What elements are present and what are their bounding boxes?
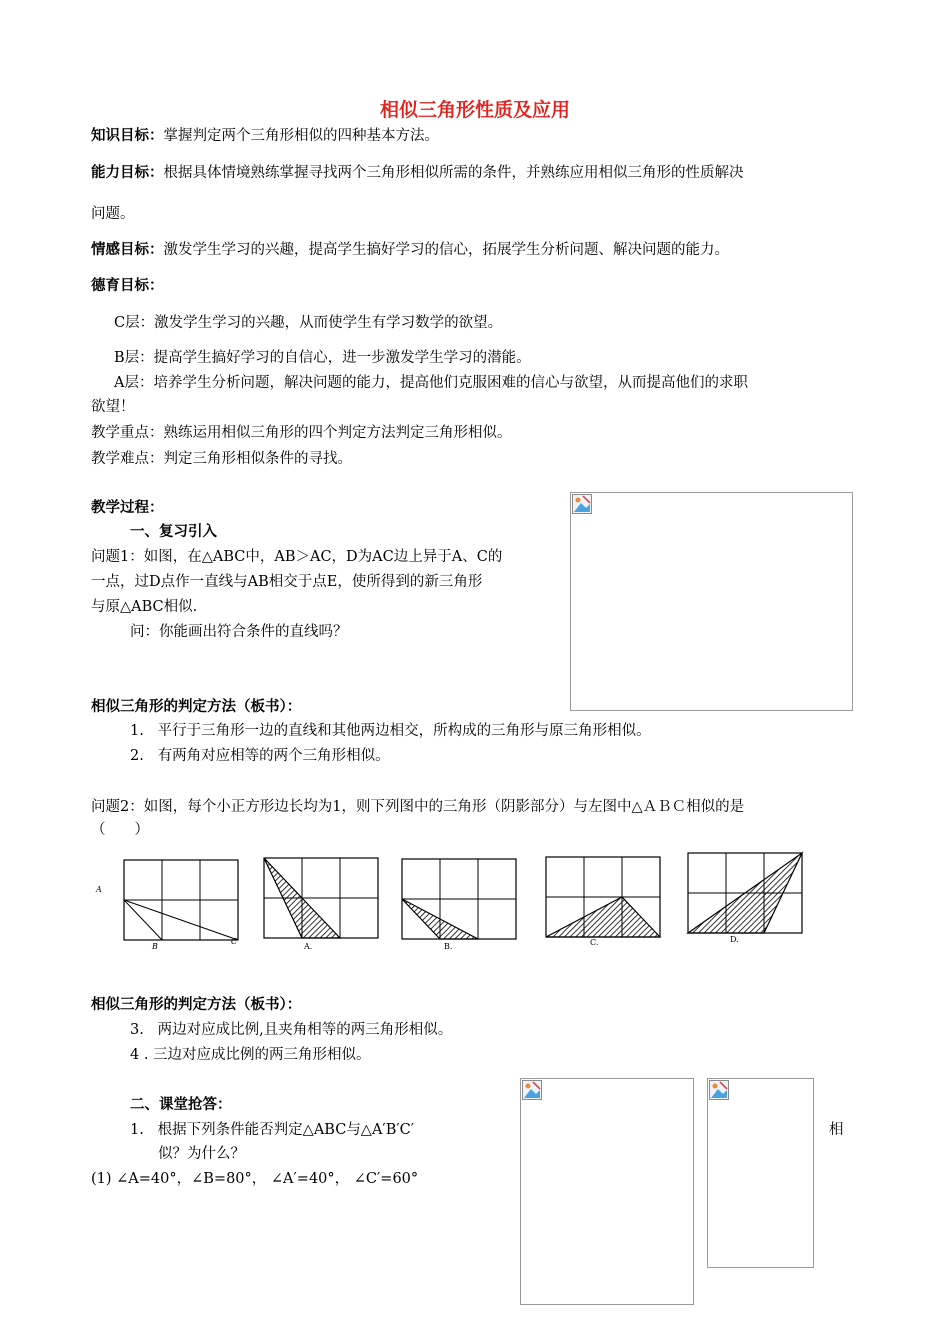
page-title: 相似三角形性质及应用 xyxy=(379,99,570,121)
quiz-condition-1: (1) ∠A=40°，∠B=80°， ∠A′=40°， ∠C′=60° xyxy=(91,1171,419,1187)
figure-placeholder-3 xyxy=(707,1078,814,1268)
level-b: B层：提高学生搞好学习的自信心，进一步激发学生学习的潜能。 xyxy=(114,350,531,366)
methods1-heading: 相似三角形的判定方法（板书）： xyxy=(91,699,302,715)
methods2-heading: 相似三角形的判定方法（板书）： xyxy=(91,997,302,1013)
q2-line2: （ ） xyxy=(91,822,149,838)
option-b-figure[interactable] xyxy=(402,859,516,951)
broken-image-icon xyxy=(709,1080,729,1100)
q1-line3: 与原△ABC相似. xyxy=(91,599,198,615)
label-b: B xyxy=(152,942,158,951)
quiz-question-1-cont: 似？为什么？ xyxy=(158,1146,245,1162)
method-item-1-text: 平行于三角形一边的直线和其他两边相交，所构成的三角形与原三角形相似。 xyxy=(157,723,651,739)
label-c: C xyxy=(231,937,238,946)
figure-placeholder-1 xyxy=(570,492,853,711)
level-a: A层：培养学生分析问题，解决问题的能力，提高他们克服困难的信心与欲望，从而提高他们的求职 xyxy=(114,375,748,391)
method-item-1 xyxy=(130,721,651,741)
quiz-question-1-text: 根据下列条件能否判定△ABC与△A′B′C′ xyxy=(157,1122,415,1138)
broken-image-icon xyxy=(522,1080,542,1100)
broken-image-icon xyxy=(572,494,592,514)
quiz-question-1-tail: 相 xyxy=(829,1122,844,1138)
level-c: C层：激发学生学习的兴趣，从而使学生有学习数学的欲望。 xyxy=(114,315,503,331)
q1-line1: 问题1：如图，在△ABC中，AB＞AC，D为AC边上异于A、C的 xyxy=(91,549,503,565)
option-c-label: C. xyxy=(590,938,599,947)
reference-figure xyxy=(95,860,238,951)
method-item-4: 4 . 三边对应成比例的两三角形相似。 xyxy=(130,1047,371,1063)
emotion-goal xyxy=(91,240,729,260)
figure-placeholder-2 xyxy=(520,1078,694,1305)
emotion-goal-text: 激发学生学习的兴趣，提高学生搞好学习的信心，拓展学生分析问题、解决问题的能力。 xyxy=(163,242,729,258)
knowledge-goal-text: 掌握判定两个三角形相似的四种基本方法。 xyxy=(163,128,439,144)
knowledge-goal-label: 知识目标： xyxy=(91,128,164,144)
q2-grid-figures xyxy=(90,845,820,960)
method-item-2-text: 有两角对应相等的两个三角形相似。 xyxy=(157,748,390,764)
q2-line1: 问题2：如图，每个小正方形边长均为1，则下列图中的三角形（阴影部分）与左图中△ＡＢＣ相似的是 xyxy=(91,799,745,815)
process-heading: 教学过程： xyxy=(91,500,164,516)
moral-goal-label: 德育目标： xyxy=(91,278,164,294)
ability-goal-cont: 问题。 xyxy=(91,206,135,222)
option-c-figure[interactable] xyxy=(546,857,660,947)
ability-goal-label: 能力目标： xyxy=(91,165,164,181)
option-d-figure[interactable] xyxy=(688,853,802,944)
knowledge-goal xyxy=(91,126,439,146)
quiz-heading: 二、课堂抢答： xyxy=(130,1097,232,1113)
q1-ask: 问：你能画出符合条件的直线吗？ xyxy=(130,624,348,640)
method-item-1-num: 1. xyxy=(130,723,144,739)
emotion-goal-label: 情感目标： xyxy=(91,242,164,258)
ability-goal-text: 根据具体情境熟练掌握寻找两个三角形相似所需的条件，并熟练应用相似三角形的性质解决 xyxy=(163,165,744,181)
quiz-question-1-num: 1. xyxy=(130,1122,144,1138)
option-a-label: A. xyxy=(304,942,313,951)
option-a-figure[interactable] xyxy=(264,858,378,951)
method-item-3 xyxy=(130,1020,452,1040)
key-point: 教学重点：熟练运用相似三角形的四个判定方法判定三角形相似。 xyxy=(91,425,512,441)
method-item-2-num: 2. xyxy=(130,748,144,764)
level-a-cont: 欲望！ xyxy=(91,399,135,415)
quiz-question-1 xyxy=(130,1120,414,1140)
ability-goal xyxy=(91,163,744,183)
method-item-2 xyxy=(130,746,390,766)
method-item-3-num: 3. xyxy=(130,1022,144,1038)
difficulty: 教学难点：判定三角形相似条件的寻找。 xyxy=(91,451,352,467)
label-a: A xyxy=(96,885,102,894)
review-heading: 一、复习引入 xyxy=(130,524,217,540)
method-item-3-text: 两边对应成比例,且夹角相等的两三角形相似。 xyxy=(157,1022,453,1038)
option-b-label: B. xyxy=(444,942,453,951)
q1-line2: 一点，过D点作一直线与AB相交于点E，使所得到的新三角形 xyxy=(91,574,483,590)
option-d-label: D. xyxy=(730,935,739,944)
